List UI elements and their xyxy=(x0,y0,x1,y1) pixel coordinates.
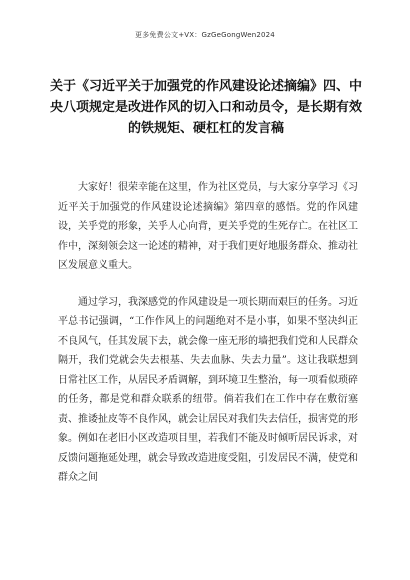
paragraph: 通过学习，我深感党的作风建设是一项长期而艰巨的任务。习近平总书记强调，“工作作风上的问题绝对不是小事，如果不坚决纠正不良风气，任其发展下去，就会像一座无形的墙把我们党和人民群众隔开，我们党就会失去根基、失去血脉、失去力量”。这让我联想到日常社区工作，从居民矛盾调解，到环境卫生整治，每一项看似琐碎的任务，都是党和群众联系的纽带。倘若我们在工作中存在敷衍塞责、推诿扯皮等不良作风，就会让居民对我们失去信任，损害党的形象。例如在老旧小区改造项目里，若我们不能及时倾听居民诉求，对反馈问题拖延处理，就会导致改造进度受阻，引发居民不满，使党和群众之间 xyxy=(58,296,358,483)
document-body xyxy=(58,178,358,505)
paragraph: 大家好！很荣幸能在这里，作为社区党员，与大家分享学习《习近平关于加强党的作风建设论述摘编》第四章的感悟。党的作风建设，关乎党的形象，关乎人心向背，更关乎党的生死存亡。在社区工作中，深刻领会这一论述的精神，对于我们更好地服务群众、推动社区发展意义重大。 xyxy=(58,182,358,271)
document-title: 关于《习近平关于加强党的作风建设论述摘编》四、中央八项规定是改进作风的切入口和动员令，是长期有效的铁规矩、硬杠杠的发言稿 xyxy=(50,79,363,136)
header-note: 更多免费公文+VX：GzGeGongWen2024 xyxy=(135,31,275,39)
